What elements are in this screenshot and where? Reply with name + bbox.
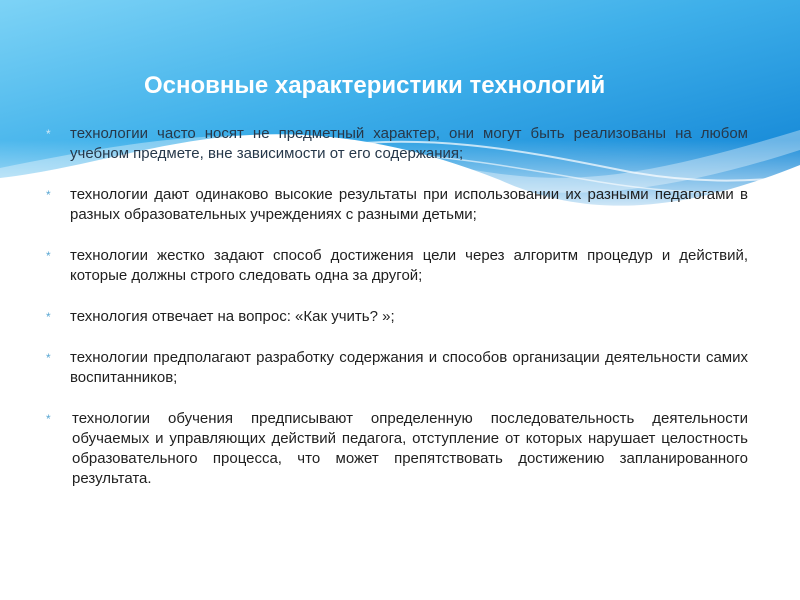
bullet-text: технологии предполагают разработку содержания и способов организации деятельности самих воспитанников;	[70, 349, 748, 386]
bullet-text: технологии обучения предписывают определенную последовательность деятельности обучаемых и управляющих действий педагога, отступление от которых нарушает целостность образовательного процесса, что может препятствовать достижению запланированного результата.	[72, 410, 748, 487]
bullet-item	[46, 307, 748, 327]
bullet-text: технология отвечает на вопрос: «Как учить? »;	[70, 308, 395, 325]
bullet-star-icon: *	[46, 127, 51, 141]
bullet-star-icon: *	[46, 188, 51, 202]
bullet-star-icon: *	[46, 351, 51, 365]
bullet-star-icon: *	[46, 249, 51, 263]
bullet-item	[46, 348, 748, 388]
bullet-text: технологии дают одинаково высокие результаты при использовании их разными педагогами в разных образовательных учреждениях с разными детьми;	[70, 186, 748, 223]
bullet-star-icon: *	[46, 310, 51, 324]
bullet-item	[46, 246, 748, 286]
bullet-text: технологии жестко задают способ достижения цели через алгоритм процедур и действий, которые должны строго следовать одна за другой;	[70, 247, 748, 284]
slide-title: Основные характеристики технологий	[144, 72, 606, 99]
bullet-item	[46, 185, 748, 225]
bullet-text: технологии часто носят не предметный характер, они могут быть реализованы на любом учебном предмете, вне зависимости от его содержания;	[70, 125, 748, 162]
bullet-item	[46, 409, 748, 489]
bullet-star-icon: *	[46, 412, 51, 426]
bullet-item	[46, 124, 748, 164]
bullet-list	[46, 124, 748, 510]
